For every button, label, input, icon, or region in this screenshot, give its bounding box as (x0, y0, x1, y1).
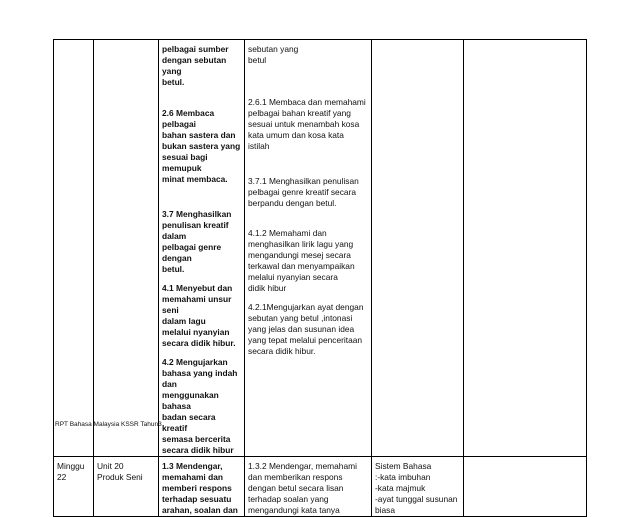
remarks-cell (464, 40, 587, 457)
table-row (54, 457, 587, 517)
standard-text: 3.7 Menghasilkan penulisan kreatif dalam pelbagai genre dengan betul. (162, 209, 232, 274)
standard-text: 2.6 Membaca pelbagai bahan sastera dan bukan sastera yang sesuai bagi memupuk minat membaca. (162, 108, 241, 184)
learning-cell (245, 40, 372, 457)
standard-text: 1.3 Mendengar, memahami dan memberi respons terhadap sesuatu arahan, soalan dan (162, 461, 238, 515)
week-cell (54, 457, 94, 517)
learning-text: 3.7.1 Menghasilkan penulisan pelbagai genre kreatif secara berpandu dengan betul. (248, 176, 359, 208)
learning-text: 1.3.2 Mendengar, memahami dan memberikan respons dengan betul secara lisan terhadap soalan yang mengandungi kata tanya (248, 461, 357, 515)
unit-text: Unit 20 Produk Seni (97, 461, 143, 482)
notes-cell (372, 457, 464, 517)
lesson-plan-table (53, 39, 587, 517)
standard-text: 4.2 Mengujarkan bahasa yang indah dan menggunakan bahasa badan secara kreatif semasa bercerita secara didik hibur (162, 357, 238, 455)
week-cell (54, 40, 94, 457)
standard-text: 4.1 Menyebut dan memahami unsur seni dalam lagu melalui nyanyian secara didik hibur. (162, 283, 236, 348)
page-footer: RPT Bahasa Malaysia KSSR Tahun3 (55, 421, 162, 428)
week-text: Minggu 22 (57, 461, 85, 482)
standard-cell (159, 457, 245, 517)
notes-cell (372, 40, 464, 457)
unit-cell (94, 457, 159, 517)
standard-text: pelbagai sumber dengan sebutan yang betul. (162, 44, 229, 87)
unit-cell (94, 40, 159, 457)
remarks-cell (464, 457, 587, 517)
notes-text: Sistem Bahasa :-kata imbuhan -kata majmuk -ayat tunggal susunan biasa (375, 461, 458, 515)
learning-text: 2.6.1 Membaca dan memahami pelbagai bahan kreatif yang sesuai untuk menambah kosa kata umum dan kosa kata istilah (248, 97, 366, 151)
learning-text: 4.1.2 Memahami dan menghasilkan lirik lagu yang mengandungi mesej secara terkawal dan menyampaikan melalui nyanyian secara didik hibur (248, 228, 355, 293)
learning-text: sebutan yang betul (248, 44, 299, 65)
standard-cell (159, 40, 245, 457)
table-row (54, 40, 587, 457)
learning-cell (245, 457, 372, 517)
learning-text: 4.2.1Mengujarkan ayat dengan sebutan yang betul ,intonasi yang jelas dan susunan idea yang tepat melalui penceritaan secara didik hibur. (248, 302, 364, 356)
